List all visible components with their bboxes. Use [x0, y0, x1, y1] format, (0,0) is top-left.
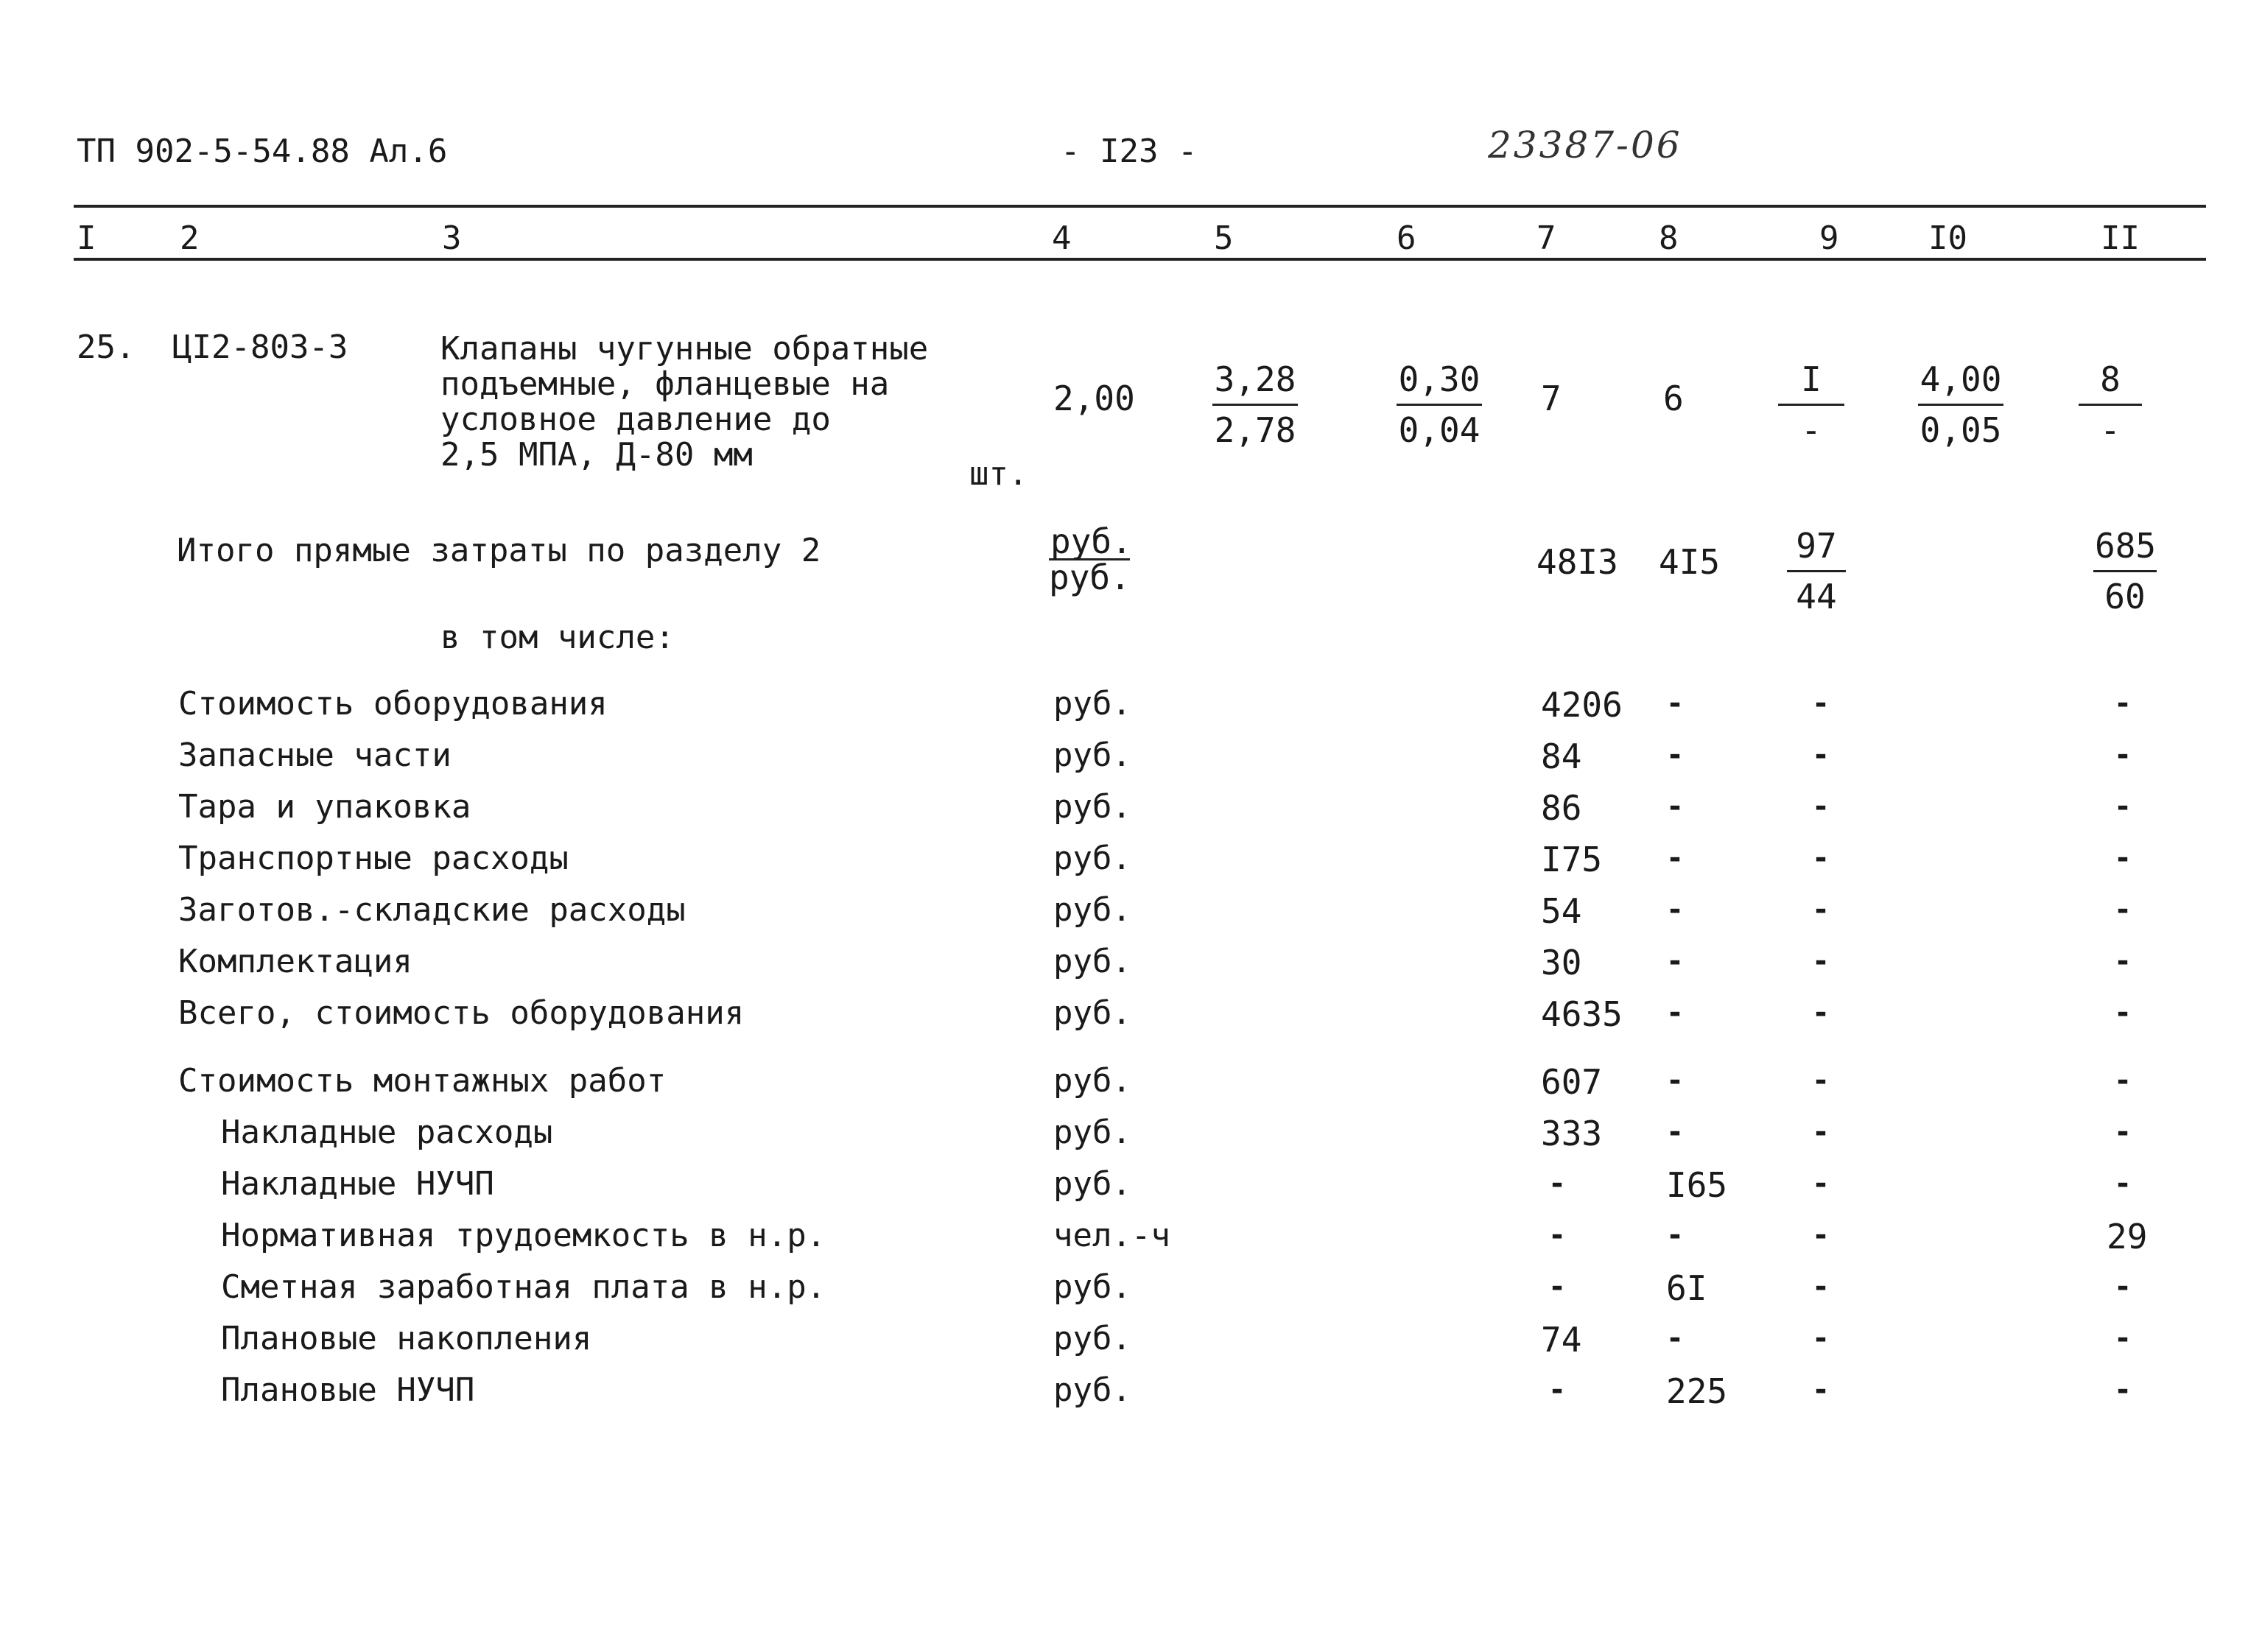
row-unit: чел.-ч [1053, 1217, 1170, 1254]
row-c7-value: 607 [1541, 1062, 1603, 1102]
row-c11-value: - [2114, 1321, 2132, 1355]
item-col9-fraction [1778, 355, 1844, 454]
row-c8-value: - [1666, 686, 1685, 720]
row-label: Запасные части [178, 737, 452, 774]
row-unit: руб. [1053, 943, 1131, 980]
item-description-line: Клапаны чугунные обратные [440, 330, 929, 368]
fraction-top: 97 [1787, 521, 1846, 572]
row-c8-value: - [1666, 841, 1685, 875]
row-c7-value: 4206 [1541, 685, 1623, 725]
row-c9-value: - [1812, 1167, 1830, 1201]
row-c7-value: - [1548, 1218, 1567, 1252]
item-col5-fraction [1212, 355, 1298, 454]
header-bottom-rule [74, 258, 2206, 261]
fraction-top: 4,00 [1918, 355, 2003, 406]
row-label: Транспортные расходы [178, 840, 569, 877]
row-c9-value: - [1812, 686, 1830, 720]
total-col11-fraction [2093, 521, 2157, 621]
row-c8-value: - [1666, 944, 1685, 978]
fraction-bottom: 2,78 [1214, 410, 1296, 450]
row-label: Заготов.-складские расходы [178, 891, 686, 929]
fraction-bottom: 60 [2104, 577, 2146, 616]
row-c9-value: - [1812, 790, 1830, 823]
fraction-top: I [1778, 355, 1844, 406]
total-label: Итого прямые затраты по разделу 2 [177, 532, 821, 569]
row-c9-value: - [1812, 1270, 1830, 1304]
row-c11-value: 29 [2107, 1217, 2148, 1256]
item-col7-value: 7 [1541, 379, 1562, 418]
row-c11-value: - [2114, 944, 2132, 978]
row-c9-value: - [1812, 1218, 1830, 1252]
row-c7-value: - [1548, 1270, 1567, 1304]
row-c7-value: 86 [1541, 788, 1582, 828]
column-number: 7 [1536, 219, 1556, 257]
row-c8-value: 225 [1666, 1371, 1728, 1411]
row-c9-value: - [1812, 996, 1830, 1030]
row-label: Стоимость монтажных работ [178, 1062, 667, 1100]
row-unit: руб. [1053, 1371, 1131, 1409]
item-col6-fraction [1397, 355, 1482, 454]
row-c11-value: - [2114, 841, 2132, 875]
row-unit: руб. [1053, 1320, 1131, 1357]
fraction-bottom: 0,04 [1398, 410, 1481, 450]
row-unit: руб. [1053, 1268, 1131, 1306]
including-label: в том числе: [440, 619, 675, 656]
row-c11-value: - [2114, 1373, 2132, 1407]
item-col10-fraction [1918, 355, 2003, 454]
row-label: Накладные НУЧП [221, 1165, 494, 1203]
handwritten-number: 23387-06 [1488, 124, 1682, 166]
row-c11-value: - [2114, 996, 2132, 1030]
column-number: 9 [1819, 219, 1839, 257]
row-c8-value: 6I [1666, 1268, 1707, 1308]
row-c7-value: 4635 [1541, 994, 1623, 1034]
total-col9-fraction [1787, 521, 1846, 621]
row-c11-value: - [2114, 1167, 2132, 1201]
row-c7-value: - [1548, 1167, 1567, 1201]
row-c8-value: - [1666, 1218, 1685, 1252]
row-c9-value: - [1812, 893, 1830, 927]
row-c11-value: - [2114, 1115, 2132, 1149]
row-label: Сметная заработная плата в н.р. [221, 1268, 826, 1306]
row-c9-value: - [1812, 841, 1830, 875]
row-c7-value: - [1548, 1373, 1567, 1407]
row-c9-value: - [1812, 1373, 1830, 1407]
row-c11-value: - [2114, 686, 2132, 720]
row-label: Плановые НУЧП [221, 1371, 475, 1409]
column-number: 5 [1214, 219, 1234, 257]
row-unit: руб. [1053, 685, 1131, 723]
fraction-top: 8 [2079, 355, 2142, 406]
row-label: Тара и упаковка [178, 788, 471, 826]
row-c8-value: I65 [1666, 1165, 1728, 1205]
column-number: I [77, 219, 96, 257]
page-number: - I23 - [1061, 133, 1198, 170]
row-c9-value: - [1812, 1115, 1830, 1149]
column-number: 6 [1397, 219, 1416, 257]
fraction-top: руб. [1050, 521, 1132, 561]
item-code: ЦI2-803-3 [172, 328, 348, 366]
fraction-bottom: - [2100, 410, 2121, 450]
row-unit: руб. [1053, 840, 1131, 877]
row-unit: руб. [1053, 1062, 1131, 1100]
row-c11-value: - [2114, 1270, 2132, 1304]
row-unit: руб. [1053, 891, 1131, 929]
column-number: II [2101, 219, 2140, 257]
column-number: 8 [1659, 219, 1679, 257]
total-unit-fraction [1049, 521, 1132, 597]
row-label: Стоимость оборудования [178, 685, 608, 723]
column-number: I0 [1928, 219, 1967, 257]
row-c7-value: 74 [1541, 1320, 1582, 1360]
row-c7-value: 333 [1541, 1114, 1603, 1153]
row-label: Плановые накопления [221, 1320, 592, 1357]
row-label: Всего, стоимость оборудования [178, 994, 745, 1032]
row-c7-value: 54 [1541, 891, 1582, 931]
header-top-rule [74, 205, 2206, 208]
item-description-line: 2,5 МПА, Д-80 мм [440, 436, 753, 474]
item-description-line: подъемные, фланцевые на [440, 365, 890, 403]
fraction-bottom: 0,05 [1919, 410, 2002, 450]
row-c9-value: - [1812, 944, 1830, 978]
fraction-bottom: 44 [1796, 577, 1837, 616]
column-number: 3 [442, 219, 462, 257]
row-c9-value: - [1812, 1321, 1830, 1355]
row-c11-value: - [2114, 893, 2132, 927]
row-c8-value: - [1666, 1115, 1685, 1149]
fraction-bottom: руб. [1049, 558, 1131, 597]
document-code: ТП 902-5-54.88 Ал.6 [77, 133, 448, 170]
row-label: Комплектация [178, 943, 412, 980]
row-c8-value: - [1666, 1064, 1685, 1097]
item-col4-value: 2,00 [1053, 379, 1135, 418]
item-description [440, 331, 928, 473]
item-col8-value: 6 [1663, 379, 1684, 418]
row-c9-value: - [1812, 738, 1830, 772]
row-unit: руб. [1053, 994, 1131, 1032]
row-c8-value: - [1666, 996, 1685, 1030]
row-c11-value: - [2114, 790, 2132, 823]
row-unit: руб. [1053, 1114, 1131, 1151]
fraction-top: 685 [2093, 521, 2157, 572]
row-c11-value: - [2114, 1064, 2132, 1097]
row-unit: руб. [1053, 1165, 1131, 1203]
row-c8-value: - [1666, 790, 1685, 823]
row-c7-value: 30 [1541, 943, 1582, 983]
row-c8-value: - [1666, 893, 1685, 927]
row-c11-value: - [2114, 738, 2132, 772]
row-label: Нормативная трудоемкость в н.р. [221, 1217, 826, 1254]
item-description-line: условное давление до [440, 401, 831, 438]
item-col11-fraction [2079, 355, 2142, 454]
total-col7-value: 48I3 [1536, 542, 1618, 582]
row-unit: руб. [1053, 737, 1131, 774]
row-label: Накладные расходы [221, 1114, 553, 1151]
item-number: 25. [77, 328, 136, 366]
column-number: 4 [1052, 219, 1072, 257]
total-col8-value: 4I5 [1659, 542, 1721, 582]
fraction-bottom: - [1801, 410, 1822, 450]
fraction-top: 3,28 [1212, 355, 1298, 406]
row-c8-value: - [1666, 1321, 1685, 1355]
item-unit: шт. [969, 455, 1028, 493]
column-number: 2 [180, 219, 200, 257]
fraction-top: 0,30 [1397, 355, 1482, 406]
row-c9-value: - [1812, 1064, 1830, 1097]
row-c7-value: I75 [1541, 840, 1603, 879]
row-unit: руб. [1053, 788, 1131, 826]
row-c8-value: - [1666, 738, 1685, 772]
row-c7-value: 84 [1541, 737, 1582, 776]
